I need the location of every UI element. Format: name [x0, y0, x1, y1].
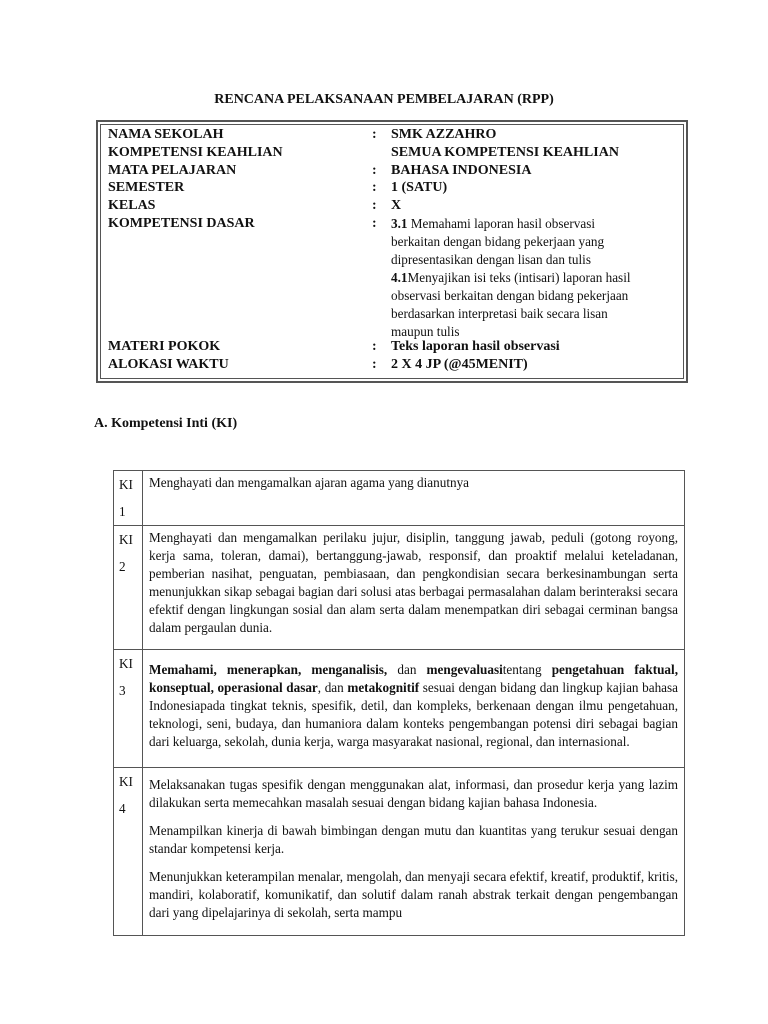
ki3-desc-cell — [143, 650, 685, 768]
subject-label: MATA PELAJARAN — [108, 163, 237, 178]
ki3-part7: metakognitif — [347, 680, 420, 695]
ki3-part2: dan — [387, 662, 427, 677]
ki3-part4: tentang — [502, 662, 552, 677]
expertise-label: KOMPETENSI KEAHLIAN — [108, 145, 283, 160]
subject-value: BAHASA INDONESIA — [391, 163, 532, 178]
ki3-part8: sesuai dengan bidang dan lingkup kajian bahasa Indonesiapada tingkat teknis, spesifik, detil, dan kompleks, berkenaan dengan ilmu pengetahuan, teknologi, seni, budaya, dan humaniora dalam konteks pengembangan potensi diri sebagai bagian dari keluarga, sekolah, dunia kerja, warga masyarakat nasional, regional, dan internasional. — [149, 680, 678, 749]
ki3-index: 3 — [119, 683, 126, 698]
ki1-desc-cell — [143, 471, 685, 526]
ki4-text-3: Menunjukkan keterampilan menalar, mengolah, dan menyaji secara efektif, kreatif, produktif, kritis, mandiri, kolaboratif, komunikatif, dan solutif dalam ranah abstrak terkait dengan pengembangan dari yang dipelajarinya di sekolah, serta mampu — [149, 869, 678, 920]
section-a-heading: A. Kompetensi Inti (KI) — [94, 416, 238, 431]
kd1-line1 — [391, 215, 681, 233]
expertise-value: SEMUA KOMPETENSI KEAHLIAN — [391, 145, 619, 160]
ki4-row — [114, 768, 685, 936]
school-value: SMK AZZAHRO — [391, 127, 497, 142]
ki2-row — [114, 526, 685, 650]
kd2-line4: maupun tulis — [391, 324, 460, 339]
ki4-desc-cell — [143, 768, 685, 936]
ki1-text: Menghayati dan mengamalkan ajaran agama yang dianutnya — [149, 475, 470, 490]
ki2-label: KI — [119, 532, 133, 547]
ki4-label: KI — [119, 774, 133, 789]
ki3-row — [114, 650, 685, 768]
ki3-part6: , dan — [317, 680, 348, 695]
semester-value: 1 (SATU) — [391, 180, 448, 195]
ki-table — [113, 470, 685, 936]
alokasi-value: 2 X 4 JP (@45MENIT) — [391, 357, 528, 372]
ki3-label: KI — [119, 656, 133, 671]
kd-value — [391, 215, 681, 341]
ki2-number-cell — [114, 526, 143, 650]
kd2-number: 4.1 — [391, 270, 408, 285]
school-colon: : — [372, 127, 377, 142]
ki2-desc-cell — [143, 526, 685, 650]
kd2-line2: observasi berkaitan dengan bidang pekerjaan — [391, 288, 629, 303]
ki4-index: 4 — [119, 801, 126, 816]
kd1-line3: dipresentasikan dengan lisan dan tulis — [391, 252, 591, 267]
kd1-text-1: Memahami laporan hasil observasi — [407, 216, 595, 231]
ki1-index: 1 — [119, 504, 126, 519]
class-label: KELAS — [108, 198, 156, 213]
subject-colon: : — [372, 163, 377, 178]
ki3-number-cell — [114, 650, 143, 768]
kd1-line2: berkaitan dengan bidang pekerjaan yang — [391, 234, 605, 249]
semester-label: SEMESTER — [108, 180, 185, 195]
ki1-number-cell — [114, 471, 143, 526]
ki4-text-2: Menampilkan kinerja di bawah bimbingan dengan mutu dan kuantitas yang terukur sesuai dengan standar kompetensi kerja. — [149, 823, 678, 856]
school-label: NAMA SEKOLAH — [108, 127, 224, 142]
kd2-line1 — [391, 269, 681, 287]
kd1-number: 3.1 — [391, 216, 408, 231]
ki2-index: 2 — [119, 559, 126, 574]
kd-colon: : — [372, 216, 377, 231]
class-colon: : — [372, 198, 377, 213]
identity-box — [96, 120, 688, 383]
kd-label: KOMPETENSI DASAR — [108, 216, 255, 231]
kd2-text-1: Menyajikan isi teks (intisari) laporan hasil — [407, 270, 631, 285]
alokasi-label: ALOKASI WAKTU — [108, 357, 229, 372]
document-title: RENCANA PELAKSANAAN PEMBELAJARAN (RPP) — [214, 92, 554, 107]
materi-value: Teks laporan hasil observasi — [391, 339, 560, 354]
class-value: X — [391, 198, 402, 213]
ki2-text: Menghayati dan mengamalkan perilaku jujur, disiplin, tanggung jawab, peduli (gotong royong, kerja sama, toleran, damai), bertanggung-jawab, responsif, dan proaktif melalui keteladanan, pemberian nasihat, penguatan, pembiasaan, dan pengkondisian secara berkesinambungan serta menunjukkan sikap sebagai bagian dari solusi atas berbagai permasalahan dalam berinteraksi secara efektif dengan lingkungan sosial dan alam serta dalam menempatkan diri sebagai cerminan bangsa dalam pergaulan dunia. — [149, 530, 678, 635]
ki4-text-1: Melaksanakan tugas spesifik dengan menggunakan alat, informasi, dan prosedur kerja yang lazim dilakukan serta memecahkan masalah sesuai dengan bidang kajian bahasa Indonesia. — [149, 777, 678, 810]
ki3-part5: pengetahuan faktual, konseptual, operasional dasar — [149, 662, 678, 695]
alokasi-colon: : — [372, 357, 377, 372]
ki1-row — [114, 471, 685, 526]
kd2-line3: berdasarkan interpretasi baik secara lisan — [391, 306, 608, 321]
ki3-part3: mengevaluasi — [426, 662, 503, 677]
materi-label: MATERI POKOK — [108, 339, 221, 354]
materi-colon: : — [372, 339, 377, 354]
ki1-label: KI — [119, 477, 133, 492]
ki4-number-cell — [114, 768, 143, 936]
ki3-text — [149, 661, 678, 751]
ki3-part1: Memahami, menerapkan, menganalisis, — [149, 662, 388, 677]
semester-colon: : — [372, 180, 377, 195]
